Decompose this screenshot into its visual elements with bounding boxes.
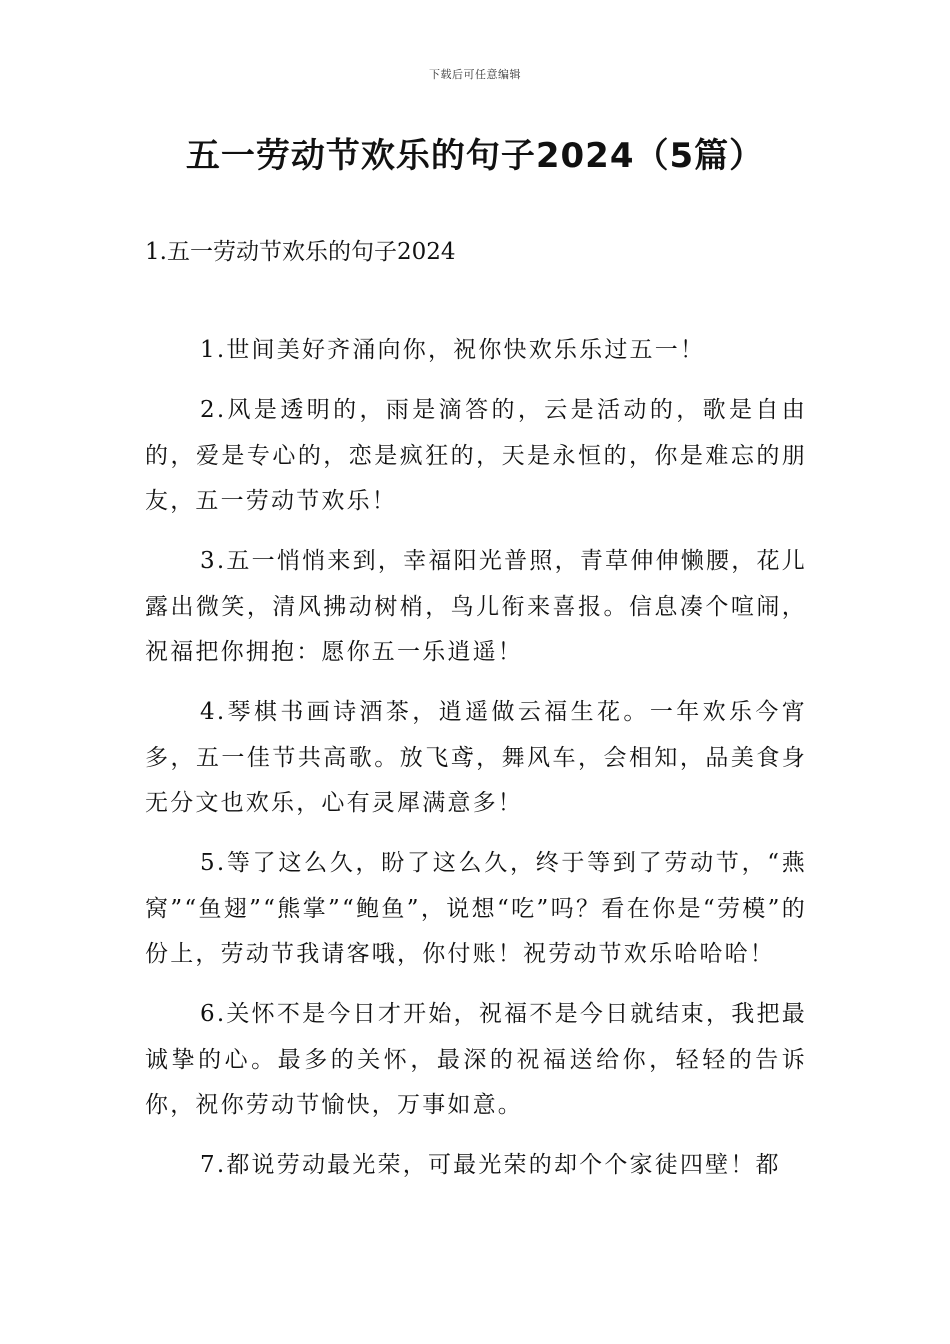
body-text xyxy=(145,328,807,1203)
paragraph-7: 7.都说劳动最光荣，可最光荣的却个个家徒四壁！都 xyxy=(200,1152,781,1178)
paragraph-1: 1.世间美好齐涌向你，祝你快欢乐乐过五一！ xyxy=(200,337,706,363)
paragraph-2: 2.风是透明的，雨是滴答的，云是活动的，歌是自由的，爱是专心的，恋是疯狂的，天是永恒的，你是难忘的朋友，五一劳动节欢乐！ xyxy=(145,397,807,514)
paragraph-5: 5.等了这么久，盼了这么久，终于等到了劳动节，“燕窝”“鱼翅”“熊掌”“鲍鱼”，说想“吃”吗？看在你是“劳模”的份上，劳动节我请客哦，你付账！祝劳动节欢乐哈哈哈！ xyxy=(145,850,807,967)
section-heading: 1.五一劳动节欢乐的句子2024 xyxy=(145,239,456,265)
document-title: 五一劳动节欢乐的句子2024（5篇） xyxy=(185,136,765,176)
paragraph-4: 4.琴棋书画诗酒茶，逍遥做云福生花。一年欢乐今宵多，五一佳节共高歌。放飞鸢，舞风车，会相知，品美食身无分文也欢乐，心有灵犀满意多！ xyxy=(145,699,807,816)
paragraph-3: 3.五一悄悄来到，幸福阳光普照，青草伸伸懒腰，花儿露出微笑，清风拂动树梢，鸟儿衔来喜报。信息凑个喧闹，祝福把你拥抱：愿你五一乐逍遥！ xyxy=(145,548,807,665)
paragraph-6: 6.关怀不是今日才开始，祝福不是今日就结束，我把最诚挚的心。最多的关怀，最深的祝福送给你，轻轻的告诉你，祝你劳动节愉快，万事如意。 xyxy=(145,1001,807,1118)
header-note: 下载后可任意编辑 xyxy=(429,68,521,81)
